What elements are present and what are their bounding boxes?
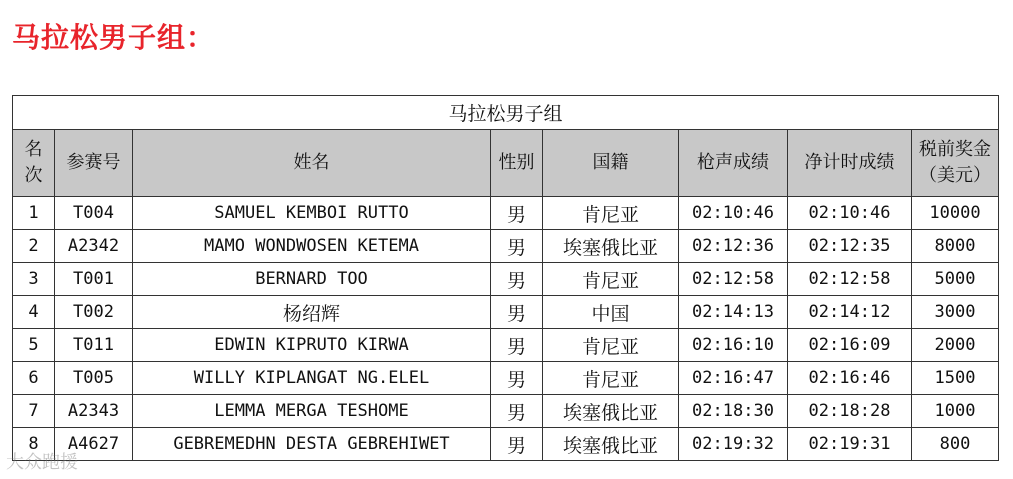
cell-prize: 2000 xyxy=(912,329,999,362)
header-prize-line2: （美元） xyxy=(919,165,991,186)
header-prize-line1: 税前奖金 xyxy=(919,139,991,160)
cell-net-time: 02:18:28 xyxy=(788,395,912,428)
cell-name: GEBREMEDHN DESTA GEBREHIWET xyxy=(133,428,491,461)
cell-rank: 6 xyxy=(13,362,55,395)
header-gender: 性别 xyxy=(491,130,543,197)
header-net-time: 净计时成绩 xyxy=(788,130,912,197)
cell-net-time: 02:10:46 xyxy=(788,197,912,230)
cell-rank: 1 xyxy=(13,197,55,230)
cell-gun-time: 02:19:32 xyxy=(679,428,788,461)
header-bib: 参赛号 xyxy=(55,130,133,197)
cell-net-time: 02:12:35 xyxy=(788,230,912,263)
table-row xyxy=(13,263,999,296)
cell-gender: 男 xyxy=(491,263,543,296)
cell-gun-time: 02:14:13 xyxy=(679,296,788,329)
cell-rank: 2 xyxy=(13,230,55,263)
table-row xyxy=(13,428,999,461)
cell-bib: A2343 xyxy=(55,395,133,428)
cell-gender: 男 xyxy=(491,362,543,395)
cell-net-time: 02:16:46 xyxy=(788,362,912,395)
cell-gun-time: 02:10:46 xyxy=(679,197,788,230)
cell-name: LEMMA MERGA TESHOME xyxy=(133,395,491,428)
cell-bib: T005 xyxy=(55,362,133,395)
cell-name: SAMUEL KEMBOI RUTTO xyxy=(133,197,491,230)
cell-bib: T011 xyxy=(55,329,133,362)
cell-gender: 男 xyxy=(491,197,543,230)
cell-rank: 7 xyxy=(13,395,55,428)
cell-net-time: 02:16:09 xyxy=(788,329,912,362)
cell-gun-time: 02:12:36 xyxy=(679,230,788,263)
header-prize xyxy=(912,130,999,197)
cell-net-time: 02:12:58 xyxy=(788,263,912,296)
cell-gun-time: 02:18:30 xyxy=(679,395,788,428)
table-row xyxy=(13,230,999,263)
cell-gun-time: 02:16:10 xyxy=(679,329,788,362)
cell-gender: 男 xyxy=(491,329,543,362)
table-row xyxy=(13,197,999,230)
cell-name: MAMO WONDWOSEN KETEMA xyxy=(133,230,491,263)
header-name: 姓名 xyxy=(133,130,491,197)
cell-nationality: 肯尼亚 xyxy=(543,362,679,395)
cell-prize: 3000 xyxy=(912,296,999,329)
cell-gender: 男 xyxy=(491,428,543,461)
cell-prize: 8000 xyxy=(912,230,999,263)
cell-rank: 5 xyxy=(13,329,55,362)
table-row xyxy=(13,362,999,395)
cell-name: EDWIN KIPRUTO KIRWA xyxy=(133,329,491,362)
cell-nationality: 肯尼亚 xyxy=(543,329,679,362)
header-row xyxy=(13,130,999,197)
cell-bib: T002 xyxy=(55,296,133,329)
cell-prize: 1500 xyxy=(912,362,999,395)
header-nationality: 国籍 xyxy=(543,130,679,197)
header-gun-time: 枪声成绩 xyxy=(679,130,788,197)
cell-bib: T001 xyxy=(55,263,133,296)
cell-net-time: 02:14:12 xyxy=(788,296,912,329)
cell-nationality: 埃塞俄比亚 xyxy=(543,395,679,428)
cell-gender: 男 xyxy=(491,395,543,428)
cell-net-time: 02:19:31 xyxy=(788,428,912,461)
cell-gender: 男 xyxy=(491,230,543,263)
cell-bib: A4627 xyxy=(55,428,133,461)
cell-prize: 800 xyxy=(912,428,999,461)
watermark: 大众跑援 xyxy=(6,452,78,473)
cell-gun-time: 02:16:47 xyxy=(679,362,788,395)
cell-gender: 男 xyxy=(491,296,543,329)
cell-bib: A2342 xyxy=(55,230,133,263)
cell-nationality: 埃塞俄比亚 xyxy=(543,230,679,263)
cell-name: BERNARD TOO xyxy=(133,263,491,296)
cell-nationality: 埃塞俄比亚 xyxy=(543,428,679,461)
cell-bib: T004 xyxy=(55,197,133,230)
table-title: 马拉松男子组 xyxy=(13,96,999,130)
cell-prize: 5000 xyxy=(912,263,999,296)
table-row xyxy=(13,329,999,362)
page-heading: 马拉松男子组： xyxy=(12,21,216,54)
table-row xyxy=(13,296,999,329)
header-rank-line1: 名 xyxy=(24,139,43,160)
cell-nationality: 肯尼亚 xyxy=(543,197,679,230)
cell-rank: 3 xyxy=(13,263,55,296)
header-rank xyxy=(13,130,55,197)
results-table xyxy=(12,95,999,461)
cell-gun-time: 02:12:58 xyxy=(679,263,788,296)
cell-nationality: 中国 xyxy=(543,296,679,329)
table-row xyxy=(13,395,999,428)
cell-rank: 4 xyxy=(13,296,55,329)
cell-name: WILLY KIPLANGAT NG.ELEL xyxy=(133,362,491,395)
cell-prize: 10000 xyxy=(912,197,999,230)
cell-name: 杨绍辉 xyxy=(133,296,491,329)
cell-rank: 8 xyxy=(13,428,55,461)
cell-prize: 1000 xyxy=(912,395,999,428)
cell-nationality: 肯尼亚 xyxy=(543,263,679,296)
header-rank-line2: 次 xyxy=(24,165,43,186)
